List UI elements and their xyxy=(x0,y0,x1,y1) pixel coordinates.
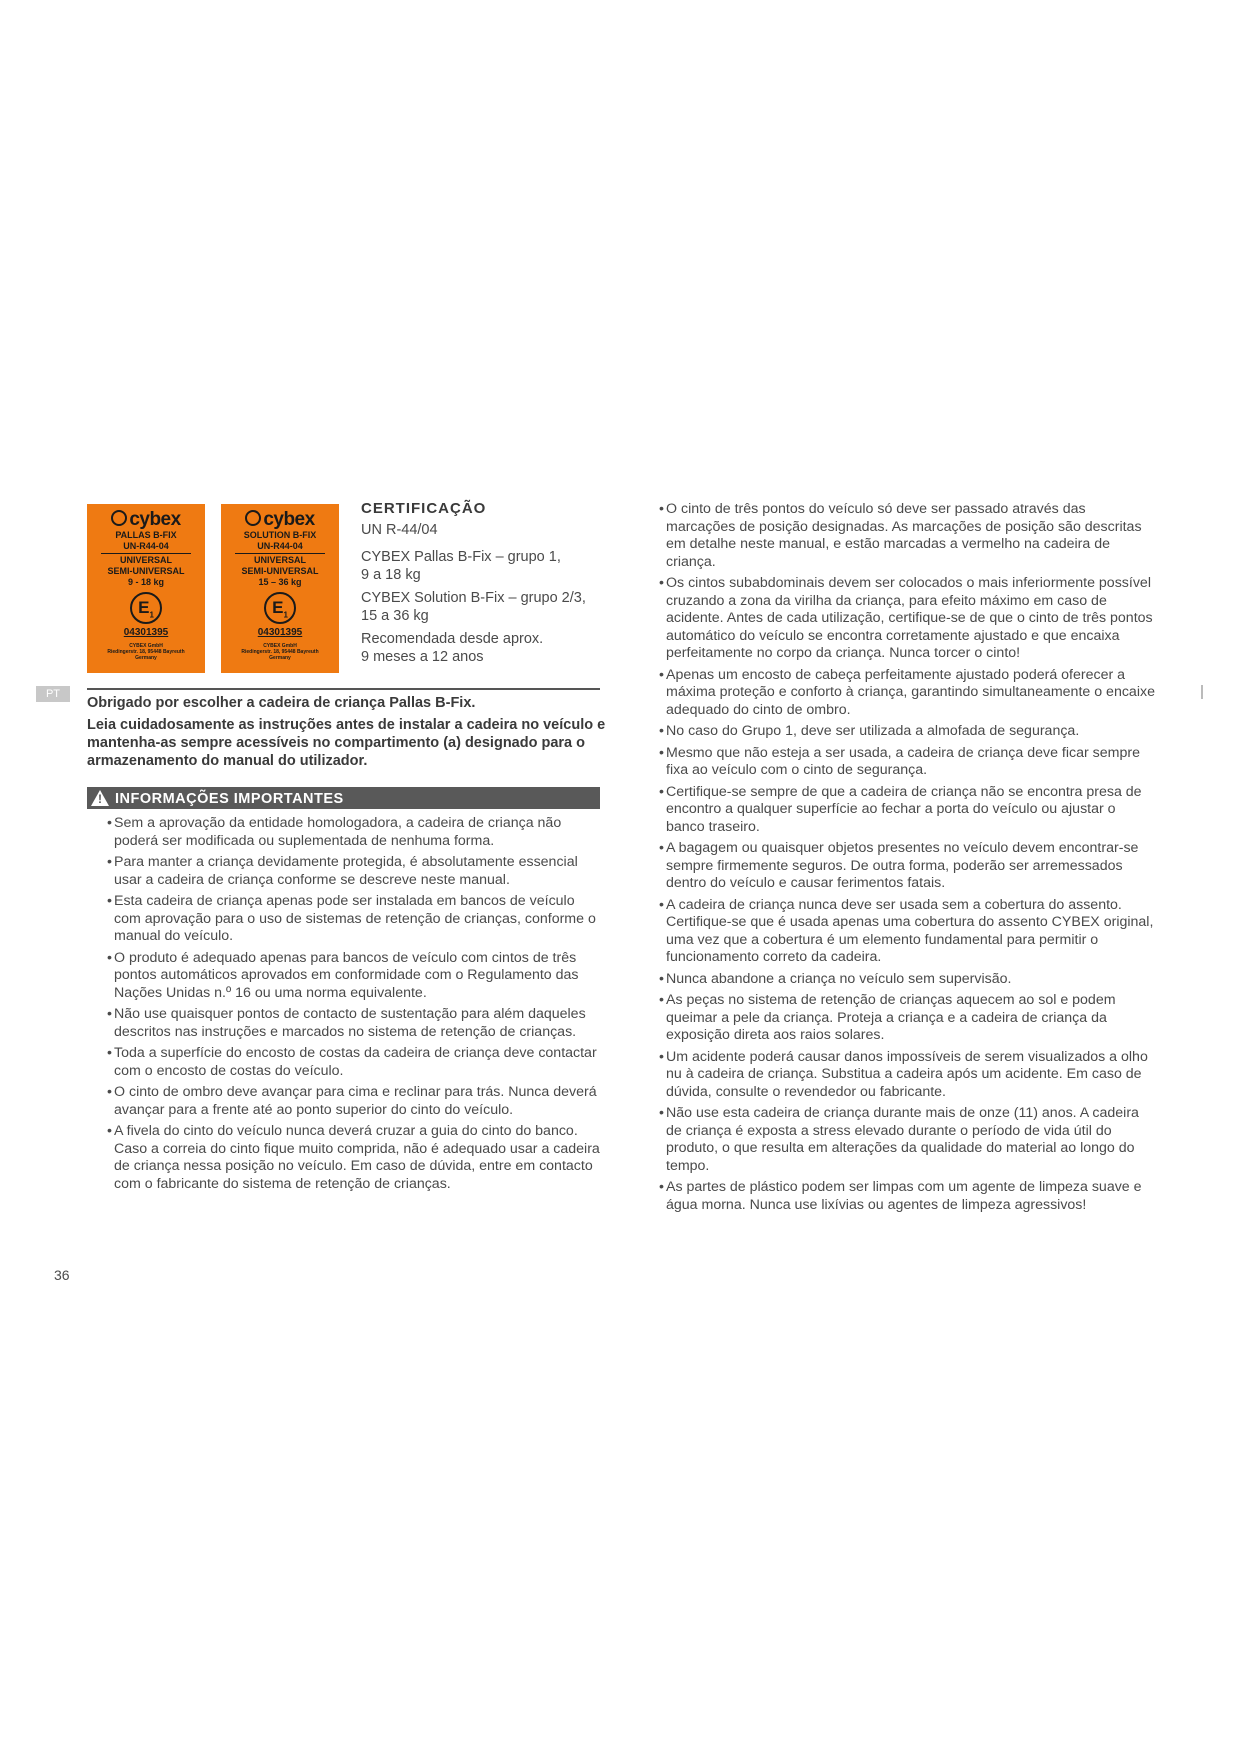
label-model: SOLUTION B-FIX xyxy=(243,530,317,540)
list-item: • No caso do Grupo 1, deve ser utilizada a almofada de segurança. xyxy=(666,723,1156,741)
list-item: • A fivela do cinto do veículo nunca deverá cruzar a guia do cinto do banco. Caso a correia do cinto fique muito comprida, não é adequado usar a cadeira de criança nessa posição no veículo. Em caso de dúvida, entre em contacto com o fabricante do sistema de retenção de crianças. xyxy=(114,1123,604,1193)
e-mark-icon: $E_1$ xyxy=(264,592,296,624)
intro-paragraph: Leia cuidadosamente as instruções antes de instalar a cadeira no veículo e mantenha-as sempre acessíveis no compartimento (a) designado para o armazenamento do manual do utilizador. xyxy=(87,717,606,769)
list-item: • Não use esta cadeira de criança durante mais de onze (11) anos. A cadeira de criança é exposta a stress elevado durante o período de vida útil do produto, o que resulta em alterações da qualidade do material ao longo do tempo. xyxy=(666,1105,1156,1175)
list-item: • Um acidente poderá causar danos impossíveis de serem visualizados a olho nu à cadeira de criança. Substitua a cadeira após um acidente. Em caso de dúvida, consulte o revendedor ou fabricante. xyxy=(666,1049,1156,1102)
list-item: • O cinto de três pontos do veículo só deve ser passado através das marcações de posição designadas. As marcações de posição são descritas em detalhe neste manual, e estão marcadas a vermelho na cadeira de criança. xyxy=(666,501,1156,571)
label-model: PALLAS B-FIX xyxy=(115,530,177,540)
approval-number: 04301395 xyxy=(257,627,303,638)
left-bullet-list xyxy=(114,815,604,1197)
list-item: • Certifique-se sempre de que a cadeira de criança não se encontra presa de encontro a qualquer superfície ao fechar a porta do veículo ou ajustar o banco traseiro. xyxy=(666,784,1156,837)
list-item: • O produto é adequado apenas para bancos de veículo com cintos de três pontos automáticos aprovados em conformidade com o Regulamento das Nações Unidas n.º 16 ou uma norma equivalente. xyxy=(114,950,604,1003)
right-bullet-list xyxy=(666,501,1156,1218)
label-class: SEMI-UNIVERSAL xyxy=(107,566,185,576)
list-item: • Apenas um encosto de cabeça perfeitamente ajustado poderá oferecer a máxima proteção e conforto à criança, garantindo simultaneamente o encaixe adequado do cinto de ombro. xyxy=(666,667,1156,720)
list-item: • Nunca abandone a criança no veículo sem supervisão. xyxy=(666,971,1156,989)
warning-icon: ! xyxy=(91,790,109,806)
list-item: • Toda a superfície do encosto de costas da cadeira de criança deve contactar com o encosto de costas do veículo. xyxy=(114,1045,604,1080)
list-item: • Sem a aprovação da entidade homologadora, a cadeira de criança não poderá ser modificada ou suplementada de nenhuma forma. xyxy=(114,815,604,850)
certification-line: CYBEX Solution B-Fix – grupo 2/3, xyxy=(361,590,586,606)
list-item: • O cinto de ombro deve avançar para cima e reclinar para trás. Nunca deverá avançar para a frente até ao ponto superior do cinto do veículo. xyxy=(114,1084,604,1119)
certification-line: Recomendada desde aprox. xyxy=(361,631,544,647)
label-maker: CYBEX GmbH xyxy=(129,643,163,649)
list-item: • Não use quaisquer pontos de contacto de sustentação para além daqueles descritos nas instruções e marcados no sistema de retenção de crianças. xyxy=(114,1006,604,1041)
label-regulation: UN-R44-04 xyxy=(257,541,303,551)
label-class: UNIVERSAL xyxy=(119,555,172,565)
page-edge-mark xyxy=(1201,685,1203,699)
list-item: • Os cintos subabdominais devem ser colocados o mais inferiormente possível cruzando a zona da virilha da criança, para efeito máximo em caso de acidente. Antes de cada utilização, certifique-se de que o cinto de três pontos automático do veículo se encontra corretamente ajustado e que encaixa perfeitamente no corpo da criança. Nunca torcer o cinto! xyxy=(666,575,1156,663)
language-tab: PT xyxy=(36,686,70,702)
list-item: • As peças no sistema de retenção de crianças aquecem ao sol e podem queimar a pele da criança. Proteja a criança e a cadeira de criança da exposição direta aos raios solares. xyxy=(666,992,1156,1045)
certification-line: 15 a 36 kg xyxy=(361,608,429,624)
list-item: • Mesmo que não esteja a ser usada, a cadeira de criança deve ficar sempre fixa ao veículo com o cinto de segurança. xyxy=(666,745,1156,780)
list-item: • Esta cadeira de criança apenas pode ser instalada em bancos de veículo com aprovação para o uso de sistemas de retenção de crianças, conforme o manual do veículo. xyxy=(114,893,604,946)
label-country: Germany xyxy=(269,655,291,661)
certification-title: CERTIFICAÇÃO xyxy=(361,500,487,517)
thanks-heading: Obrigado por escolher a cadeira de criança Pallas B-Fix. xyxy=(87,695,476,711)
pallas-approval-label xyxy=(87,504,205,673)
label-weight: 9 - 18 kg xyxy=(127,577,165,587)
label-address: Riedingerstr. 18, 95448 Bayreuth xyxy=(241,649,319,655)
page-number: 36 xyxy=(54,1267,70,1283)
important-info-header xyxy=(87,787,600,809)
label-class: UNIVERSAL xyxy=(253,555,306,565)
solution-approval-label xyxy=(221,504,339,673)
cybex-logo: cybex xyxy=(221,510,339,530)
label-weight: 15 – 36 kg xyxy=(258,577,302,587)
list-item: • As partes de plástico podem ser limpas com um agente de limpeza suave e água morna. Nunca use lixívias ou agentes de limpeza agressivos! xyxy=(666,1179,1156,1214)
certification-line: UN R-44/04 xyxy=(361,522,438,538)
label-regulation: UN-R44-04 xyxy=(123,541,169,551)
label-maker: CYBEX GmbH xyxy=(263,643,297,649)
label-address: Riedingerstr. 18, 95448 Bayreuth xyxy=(107,649,185,655)
list-item: • A bagagem ou quaisquer objetos presentes no veículo devem encontrar-se sempre firmemente seguros. De outra forma, poderão ser arremessados dentro do veículo e causar ferimentos fatais. xyxy=(666,840,1156,893)
section-divider xyxy=(87,688,600,690)
e-mark-icon: $E_1$ xyxy=(130,592,162,624)
label-country: Germany xyxy=(135,655,157,661)
label-class: SEMI-UNIVERSAL xyxy=(241,566,319,576)
cybex-logo: cybex xyxy=(87,510,205,530)
approval-number: 04301395 xyxy=(123,627,169,638)
certification-line: CYBEX Pallas B-Fix – grupo 1, xyxy=(361,549,561,565)
certification-line: 9 a 18 kg xyxy=(361,567,421,583)
important-info-title: INFORMAÇÕES IMPORTANTES xyxy=(115,791,344,807)
list-item: • A cadeira de criança nunca deve ser usada sem a cobertura do assento. Certifique-se que é usada apenas uma cobertura do assento CYBEX original, uma vez que a cobertura é um elemento fundamental para permitir o funcionamento correto da cadeira. xyxy=(666,897,1156,967)
certification-line: 9 meses a 12 anos xyxy=(361,649,484,665)
list-item: • Para manter a criança devidamente protegida, é absolutamente essencial usar a cadeira de criança conforme se descreve neste manual. xyxy=(114,854,604,889)
